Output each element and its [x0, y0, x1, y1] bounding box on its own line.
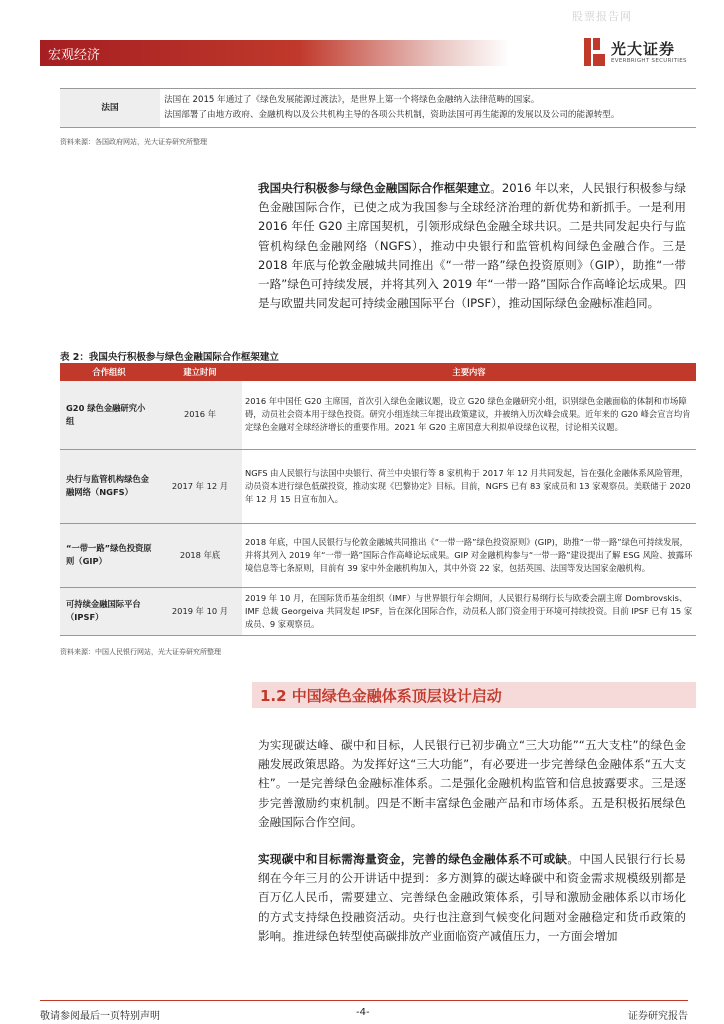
company-logo: [584, 36, 704, 70]
org-cell: 央行与监管机构绿色金融网络（NGFS）: [60, 449, 158, 523]
watermark: 股票报告网: [572, 10, 632, 23]
section-heading: 1.2 中国绿色金融体系顶层设计启动: [260, 687, 502, 705]
org-cell: G20 绿色金融研究小组: [60, 381, 158, 449]
table2-caption: 表 2：我国央行积极参与绿色金融国际合作框架建立: [60, 352, 279, 363]
table-header-row: [60, 363, 696, 381]
time-cell: 2018 年底: [158, 523, 242, 587]
time-cell: 2019 年 10 月: [158, 587, 242, 635]
paragraph-central-bank: [258, 179, 686, 313]
section-header-label: 宏观经济: [48, 48, 101, 63]
country-cell: 法国: [60, 89, 160, 128]
paragraph-lead: 实现碳中和目标需海量资金，完善的绿色金融体系不可或缺: [258, 852, 568, 866]
table-row: [60, 449, 696, 523]
paragraph-carbon-neutral: [258, 850, 686, 946]
table2-source: 资料来源：中国人民银行网站，光大证券研究所整理: [60, 648, 221, 656]
paragraph-body: 为实现碳达峰、碳中和目标，人民银行已初步确立“三大功能”“五大支柱”的绿色金融发展政策思路。为发挥好这“三大功能”，有必要进一步完善绿色金融体系“五大支柱”。一是完善绿色金融标准体系。二是强化金融机构监管和信息披露要求。三是逐步完善激励约束机制。四是不断丰富绿色金融产品和市场体系。五是积极拓展绿色金融国际合作空间。: [258, 738, 686, 829]
logo-name: 光大证券: [611, 40, 676, 58]
footer-report-type: 证券研究报告: [628, 1011, 688, 1022]
content-cell: NGFS 由人民银行与法国中央银行、荷兰中央银行等 8 家机构于 2017 年 12 月共同发起，旨在强化金融体系风险管理，动员资本进行绿色低碳投资，推动实现《巴黎协定》目标。目前，NGFS 已有 83 家成员和 13 家观察员。美联储于 2020 年 12 月 15 日宣布加入。: [242, 449, 696, 523]
cooperation-table: [60, 363, 696, 636]
page-footer: [40, 1000, 688, 1023]
paragraph-body: 。2016 年以来，人民银行积极参与绿色金融国际合作，已使之成为我国参与全球经济治理的新优势和新抓手。一是利用 2016 年任 G20 主席国契机，引领形成绿色金融全球共识。二是共同发起央行与监管机构绿色金融网络（NGFS），推动中央银行和监管机构间绿色金融合作。三是 2018 年底与伦敦金融城共同推出《“一带一路”绿色投资原则》（GIP），助推“一带一路”绿色可持续发展，并将其列入 2019 年“一带一路”国际合作高峰论坛成果。四是与欧盟共同发起可持续金融国际平台（IPSF），推动国际绿色金融标准趋同。: [258, 181, 686, 311]
org-cell: “一带一路”绿色投资原则（GIP）: [60, 523, 158, 587]
column-header: 合作组织: [60, 363, 158, 381]
time-cell: 2016 年: [158, 381, 242, 449]
paragraph-five-pillars: [258, 736, 686, 832]
content-line: 法国部署了由地方政府、金融机构以及公共机构主导的各项公共机制，资助法国可再生能源的发展以及公司的能源转型。: [164, 110, 620, 120]
page-number: -4-: [356, 1007, 370, 1018]
column-header: 建立时间: [158, 363, 242, 381]
paragraph-lead: 我国央行积极参与绿色金融国际合作框架建立: [258, 181, 491, 195]
table1-source: 资料来源：各国政府网站，光大证券研究所整理: [60, 138, 207, 146]
logo-english-name: EVERBRIGHT SECURITIES: [611, 58, 687, 64]
logo-mark-icon: [584, 38, 606, 66]
content-line: 法国在 2015 年通过了《绿色发展能源过渡法》，是世界上第一个将绿色金融纳入法律范畴的国家。: [164, 95, 540, 105]
time-cell: 2017 年 12 月: [158, 449, 242, 523]
section-heading-bar: [252, 682, 696, 708]
content-cell: 2016 年中国任 G20 主席国，首次引入绿色金融议题，设立 G20 绿色金融研究小组，识别绿色金融面临的体制和市场障碍，动员社会资本用于绿色投资。研究小组连续三年提出政策建议，并被纳入历次峰会成果。近年来的 G20 峰会宣言均肯定绿色金融对全球经济增长的重要作用。2021 年 G20 主席国意大利拟单设绿色议程，讨论相关议题。: [242, 381, 696, 449]
content-cell: 2018 年底，中国人民银行与伦敦金融城共同推出《“一带一路”绿色投资原则》(GIP)，助推“一带一路”绿色可持续发展，并将其列入 2019 年“一带一路”国际合作高峰论坛成果。GIP 对金融机构参与“一带一路”建设提出了解 ESG 风险、披露环境信息等七条原则，目前有 39 家中外金融机构加入，其中外资 22 家，包括英国、法国等发达国家金融机构。: [242, 523, 696, 587]
footer-disclaimer: 敬请参阅最后一页特别声明: [40, 1011, 160, 1022]
paragraph-body: 。中国人民银行行长易纲在今年三月的公开讲话中提到：多方测算的碳达峰碳中和资金需求规模级别都是百万亿人民币，需要建立、完善绿色金融政策体系，引导和激励金融体系以市场化的方式支持绿色投融资活动。央行也注意到气候变化问题对金融稳定和货币政策的影响。推进绿色转型使高碳排放产业面临资产减值压力，一方面会增加: [258, 852, 686, 943]
country-content-cell: [160, 89, 696, 128]
section-header-bar: [40, 40, 510, 66]
table-row: [60, 587, 696, 635]
column-header: 主要内容: [242, 363, 696, 381]
content-cell: 2019 年 10 月，在国际货币基金组织（IMF）与世界银行年会期间，人民银行易纲行长与欧委会副主席 Dombrovskis、IMF 总裁 Georgeiva 共同发起 IPSF，旨在深化国际合作，动员私人部门资金用于环境可持续投资。目前 IPSF 已有 15 家成员、9 家观察员。: [242, 587, 696, 635]
table-row: [60, 381, 696, 449]
country-table: [60, 88, 696, 128]
table-row: [60, 523, 696, 587]
org-cell: 可持续金融国际平台（IPSF）: [60, 587, 158, 635]
table-row: [60, 89, 696, 128]
